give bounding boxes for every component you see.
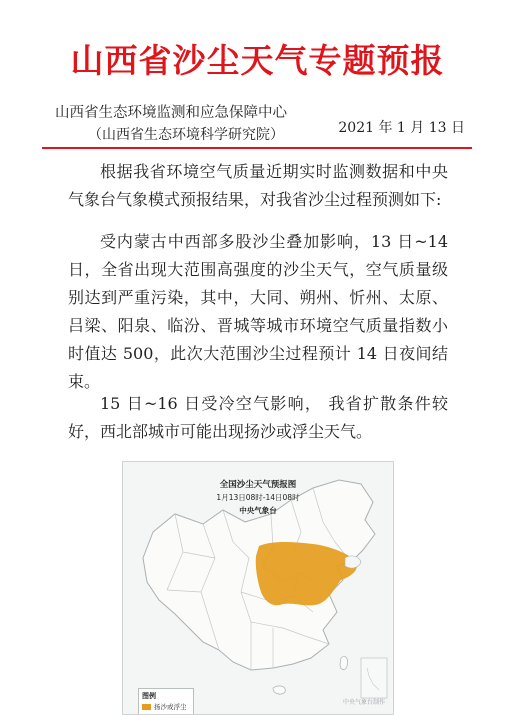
- dust-forecast-map: [122, 461, 394, 715]
- map-period: 1月13日08时-14日08时: [216, 493, 300, 502]
- map-title: 全国沙尘天气预报图: [219, 480, 297, 490]
- bohai-sea: [345, 556, 361, 568]
- legend-label: 扬沙或浮尘: [154, 703, 187, 711]
- map-issuer: 中央气象台: [239, 506, 277, 515]
- south-sea-inset: [361, 658, 387, 698]
- hainan-island: [273, 686, 285, 694]
- paragraph-outlook: 15 日~16 日受冷空气影响， 我省扩散条件较好，西北部城市可能出现扬沙或浮尘天气。: [68, 394, 448, 441]
- header-divider: [42, 147, 472, 149]
- issuing-organization: 山西省生态环境监测和应急保障中心: [55, 105, 287, 121]
- taiwan-island: [340, 656, 348, 669]
- paragraph-intro: 根据我省环境空气质量近期实时监测数据和中央气象台气象模式预报结果，对我省沙尘过程预测如下:: [68, 162, 448, 209]
- paragraph-forecast: 受内蒙古中西部多股沙尘叠加影响，13 日~14 日，全省出现大范围高强度的沙尘天气，空气质量级别达到严重污染，其中，大同、朔州、忻州、太原、吕梁、阳泉、临汾、晋城等城市环境空气质量指数小时值达 500，此次大范围沙尘过程预计 14 日夜间结束。: [68, 232, 448, 391]
- issue-date: 2021 年 1 月 13 日: [338, 120, 465, 136]
- legend-title: 图例: [142, 692, 156, 700]
- dust-swatch-icon: [142, 704, 151, 710]
- page-title: 山西省沙尘天气专题预报: [70, 41, 445, 80]
- issuing-organization-subtitle: （山西省生态环境科学研究院）: [88, 127, 284, 143]
- map-credit: 中央气象台制作: [342, 699, 385, 706]
- map-legend: [138, 688, 194, 715]
